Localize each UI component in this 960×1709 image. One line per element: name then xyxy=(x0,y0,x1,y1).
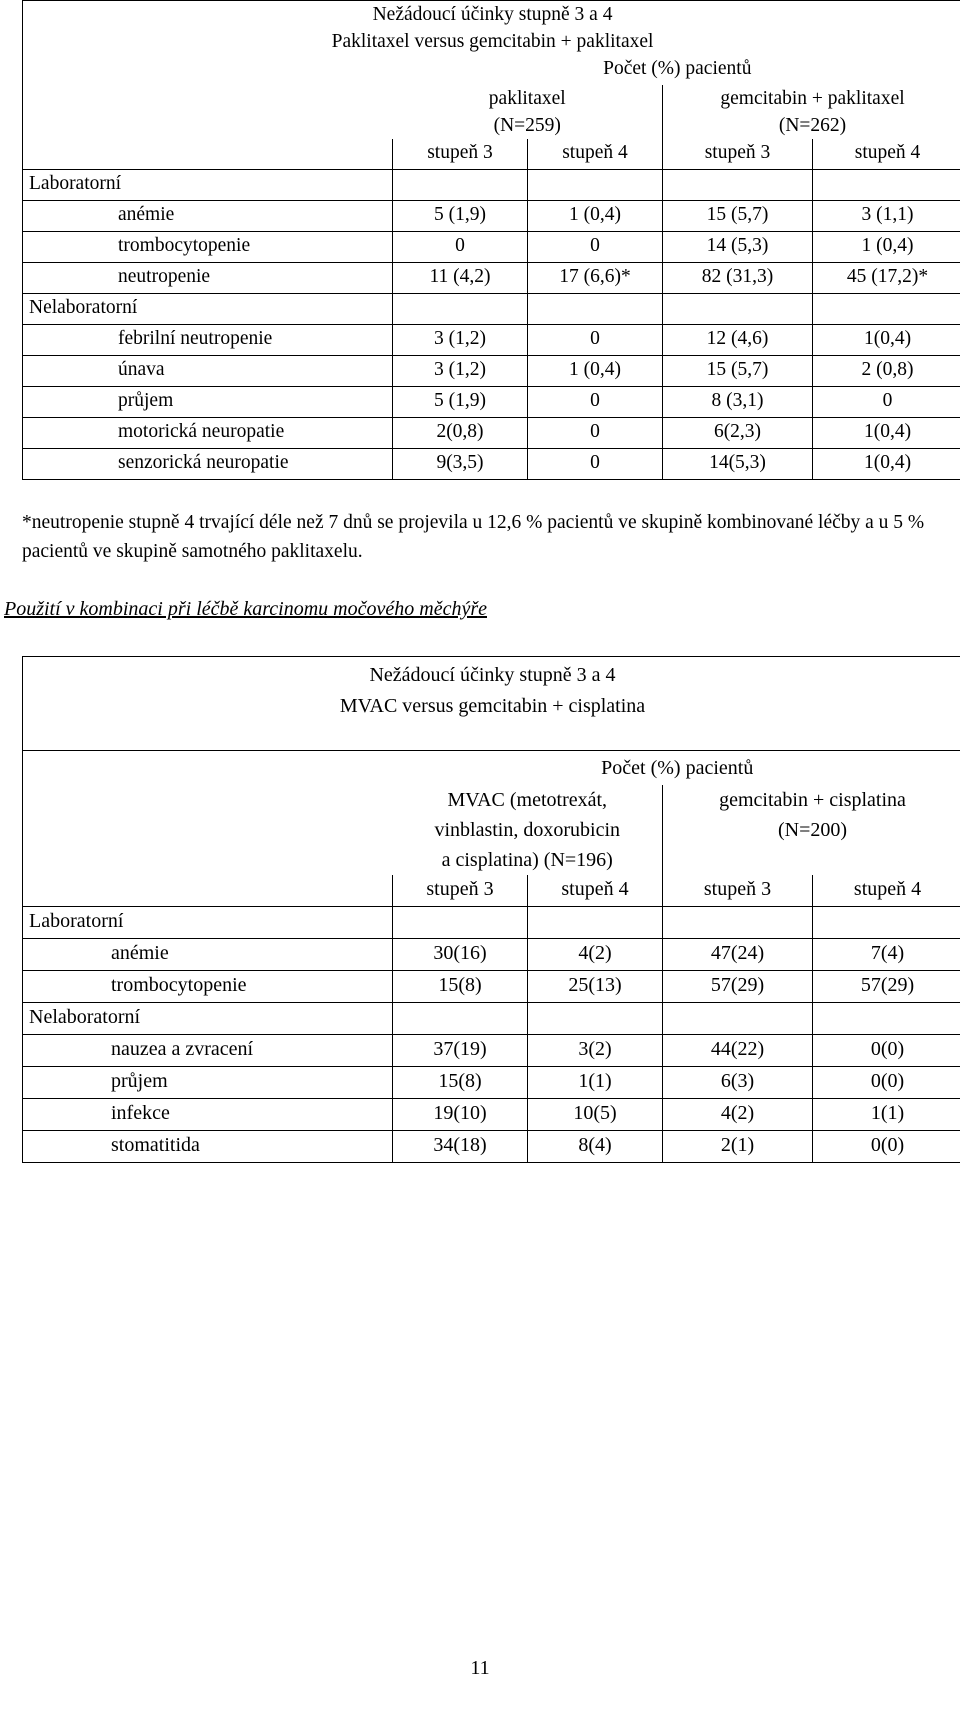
adverse-events-table-mvac xyxy=(22,656,960,1163)
table1-title: Nežádoucí účinky stupně 3 a 4 Paklitaxel versus gemcitabin + paklitaxel xyxy=(23,1,960,56)
category-label: Laboratorní xyxy=(23,170,393,201)
category-label: Nelaboratorní xyxy=(23,1003,393,1035)
grade-header: stupeň 3 xyxy=(663,139,813,170)
table1-group2-header: gemcitabin + paklitaxel (N=262) xyxy=(663,85,960,139)
table-row: motorická neuropatie 2(0,8) 0 6(2,3) 1(0,4) xyxy=(23,418,960,449)
table-row: trombocytopenie 0 0 14 (5,3) 1 (0,4) xyxy=(23,232,960,263)
section-heading: Použití v kombinaci při léčbě karcinomu močového měchýře xyxy=(4,598,487,620)
table2-count-header: Počet (%) pacientů xyxy=(393,751,960,786)
grade-header: stupeň 3 xyxy=(393,875,528,907)
grade-header: stupeň 4 xyxy=(528,875,663,907)
category-label: Laboratorní xyxy=(23,907,393,939)
grade-header: stupeň 4 xyxy=(528,139,663,170)
table-row: průjem 5 (1,9) 0 8 (3,1) 0 xyxy=(23,387,960,418)
table-row: průjem 15(8) 1(1) 6(3) 0(0) xyxy=(23,1067,960,1099)
table-row: febrilní neutropenie 3 (1,2) 0 12 (4,6) 1(0,4) xyxy=(23,325,960,356)
table-row: neutropenie 11 (4,2) 17 (6,6)* 82 (31,3) 45 (17,2)* xyxy=(23,263,960,294)
grade-header: stupeň 3 xyxy=(663,875,813,907)
table1-group1-header: paklitaxel (N=259) xyxy=(393,85,663,139)
table2-group2-header: gemcitabin + cisplatina (N=200) xyxy=(663,785,960,875)
table-row: senzorická neuropatie 9(3,5) 0 14(5,3) 1(0,4) xyxy=(23,449,960,480)
adverse-events-table-paclitaxel xyxy=(22,0,960,480)
grade-header: stupeň 3 xyxy=(393,139,528,170)
table1-footnote: *neutropenie stupně 4 trvající déle než 7 dnů se projevila u 12,6 % pacientů ve skupině kombinované léčby a u 5 % pacientů ve skupině samotného paklitaxelu. xyxy=(22,512,925,562)
table-row: nauzea a zvracení 37(19) 3(2) 44(22) 0(0) xyxy=(23,1035,960,1067)
table1-blank-header-cell xyxy=(23,55,393,170)
table-row: trombocytopenie 15(8) 25(13) 57(29) 57(29) xyxy=(23,971,960,1003)
table-row: únava 3 (1,2) 1 (0,4) 15 (5,7) 2 (0,8) xyxy=(23,356,960,387)
table-row: stomatitida 34(18) 8(4) 2(1) 0(0) xyxy=(23,1131,960,1163)
table2-title: Nežádoucí účinky stupně 3 a 4 MVAC versus gemcitabin + cisplatina xyxy=(23,657,960,751)
grade-header: stupeň 4 xyxy=(813,875,960,907)
page-number: 11 xyxy=(470,1657,490,1679)
table1-count-header: Počet (%) pacientů xyxy=(393,55,960,85)
table-row: anémie 5 (1,9) 1 (0,4) 15 (5,7) 3 (1,1) xyxy=(23,201,960,232)
table2-blank-header-cell xyxy=(23,751,393,907)
table2-group1-header: MVAC (metotrexát, vinblastin, doxorubicin a cisplatina) (N=196) xyxy=(393,785,663,875)
table-row: anémie 30(16) 4(2) 47(24) 7(4) xyxy=(23,939,960,971)
category-label: Nelaboratorní xyxy=(23,294,393,325)
grade-header: stupeň 4 xyxy=(813,139,960,170)
table-row: infekce 19(10) 10(5) 4(2) 1(1) xyxy=(23,1099,960,1131)
